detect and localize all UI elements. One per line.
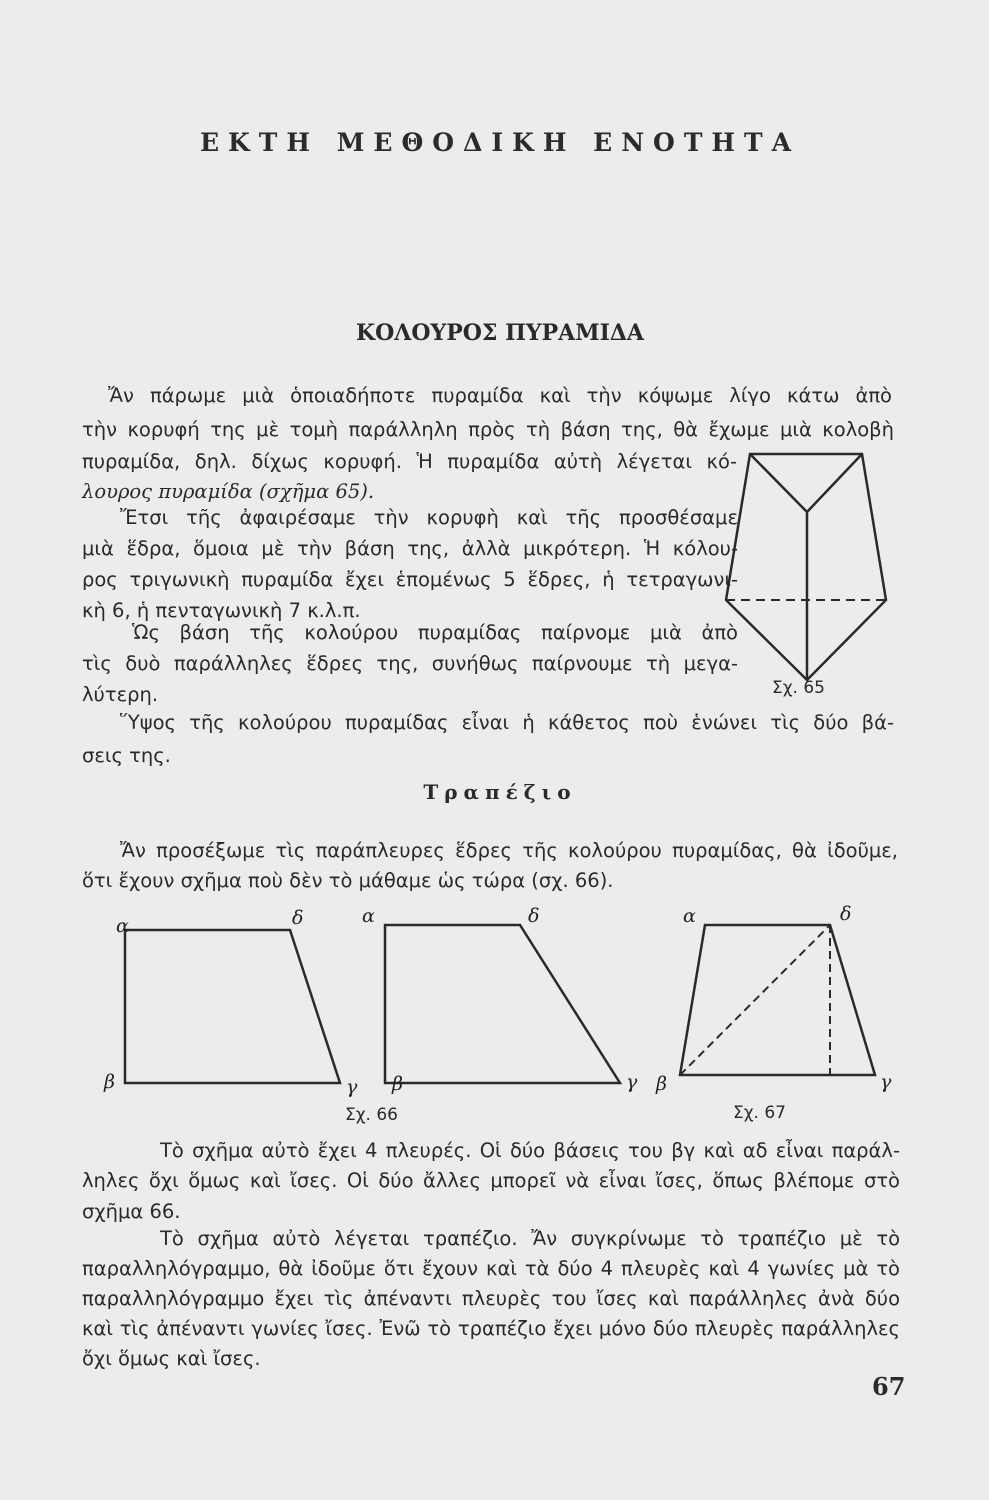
vertex-label-d: δ bbox=[840, 903, 852, 925]
section-title: ΕΚΤΗ ΜΕΘΟΔΙΚΗ ΕΝΟΤΗΤΑ bbox=[200, 128, 801, 157]
text-line: ὄχι ὅμως καὶ ἴσες. bbox=[82, 1347, 261, 1370]
chapter-title: ΚΟΛΟΥΡΟΣ ΠΥΡΑΜΙΔΑ bbox=[355, 320, 645, 346]
text-line: καὶ τὶς ἀπέναντι γωνίες ἴσες. Ἐνῶ τὸ τραπέζιο ἔχει μόνο δύο πλευρὲς παράλληλες bbox=[82, 1317, 900, 1340]
vertex-label-a: α bbox=[362, 905, 375, 927]
text-line: Ὡς βάση τῆς κολούρου πυραμίδας παίρνομε μιὰ ἀπὸ bbox=[132, 621, 738, 644]
vertex-label-b: β bbox=[104, 1071, 115, 1093]
figure-66-caption: Σχ. 66 bbox=[345, 1105, 399, 1125]
text-line: λύτερη. bbox=[82, 683, 159, 706]
vertex-label-g: γ bbox=[626, 1071, 638, 1093]
text-line: ληλες ὄχι ὅμως καὶ ἴσες. Οἱ δύο ἄλλες μπορεῖ νὰ εἶναι ἴσες, ὅπως βλέπομε στὸ bbox=[82, 1169, 900, 1192]
text-line: μιὰ ἕδρα, ὅμοια μὲ τὴν βάση της, ἀλλὰ μικρότερη. Ἡ κόλου- bbox=[82, 537, 738, 560]
text-line: ρος τριγωνικὴ πυραμίδα ἔχει ἑπομένως 5 ἕδρες, ἡ τετραγωνι- bbox=[82, 568, 738, 591]
text-line: Ἄν προσέξωμε τὶς παράπλευρες ἕδρες τῆς κολούρου πυραμίδας, θὰ ἰδοῦμε, bbox=[120, 839, 898, 862]
trapezoid-right bbox=[680, 925, 875, 1075]
text-line: πυραμίδα, δηλ. δίχως κορυφή. Ἡ πυραμίδα αὐτὴ λέγεται κό- bbox=[82, 450, 737, 473]
text-line: τὶς δυὸ παράλληλες ἕδρες της, συνήθως παίρνουμε τὴ μεγα- bbox=[82, 652, 738, 675]
text-line: Ὕψος τῆς κολούρου πυραμίδας εἶναι ἡ κάθετος ποὺ ἑνώνει τὶς δύο βά- bbox=[120, 711, 894, 734]
text-line: Ἔτσι τῆς ἀφαιρέσαμε τὴν κορυφὴ καὶ τῆς προσθέσαμε bbox=[120, 506, 738, 529]
text-line: λουρος πυραμίδα (σχῆμα 65). bbox=[82, 480, 375, 503]
trapezoid-isosceles bbox=[125, 930, 340, 1083]
vertex-label-g: γ bbox=[880, 1071, 892, 1093]
text-line: Ἄν πάρωμε μιὰ ὁποιαδήποτε πυραμίδα καὶ τὴν κόψωμε λίγο κάτω ἀπὸ bbox=[108, 384, 892, 407]
subtitle-trapezoid: Τραπέζιο bbox=[423, 780, 577, 804]
text-line: παραλληλόγραμμο ἔχει τὶς ἀπέναντι πλευρὲς του ἴσες καὶ παράλληλες ἀνὰ δύο bbox=[82, 1287, 900, 1310]
vertex-label-b: β bbox=[392, 1073, 403, 1095]
text-line: σεις της. bbox=[82, 744, 171, 767]
text-line: ὅτι ἔχουν σχῆμα ποὺ δὲν τὸ μάθαμε ὡς τώρα (σχ. 66). bbox=[82, 869, 614, 892]
vertex-label-a: α bbox=[116, 915, 129, 937]
vertex-label-d: δ bbox=[292, 907, 304, 929]
figure-67-caption: Σχ. 67 bbox=[733, 1103, 787, 1123]
text-line: τὴν κορυφή της μὲ τομὴ παράλληλη πρὸς τὴ βάση της, θὰ ἔχωμε μιὰ κολοβὴ bbox=[82, 418, 894, 441]
text-line: Τὸ σχῆμα αὐτὸ λέγεται τραπέζιο. Ἄν συγκρίνωμε τὸ τραπέζιο μὲ τὸ bbox=[160, 1227, 900, 1250]
vertex-label-g: γ bbox=[346, 1076, 358, 1098]
vertex-label-b: β bbox=[656, 1073, 667, 1095]
text-line: παραλληλόγραμμο, θὰ ἰδοῦμε ὅτι ἔχουν καὶ τὰ δύο 4 πλευρὲς καὶ 4 γωνίες μὰ τὸ bbox=[82, 1257, 900, 1280]
text-line: Τὸ σχῆμα αὐτὸ ἔχει 4 πλευρές. Οἱ δύο βάσεις του βγ καὶ αδ εἶναι παράλ- bbox=[160, 1139, 900, 1162]
vertex-label-d: δ bbox=[528, 905, 540, 927]
text-line: κὴ 6, ἡ πενταγωνικὴ 7 κ.λ.π. bbox=[82, 599, 361, 622]
figure-65-caption: Σχ. 65 bbox=[772, 678, 826, 698]
vertex-label-a: α bbox=[683, 905, 696, 927]
trapezoid-slanted bbox=[385, 925, 620, 1083]
text-line: σχῆμα 66. bbox=[82, 1200, 181, 1223]
page-number: 67 bbox=[872, 1372, 906, 1401]
